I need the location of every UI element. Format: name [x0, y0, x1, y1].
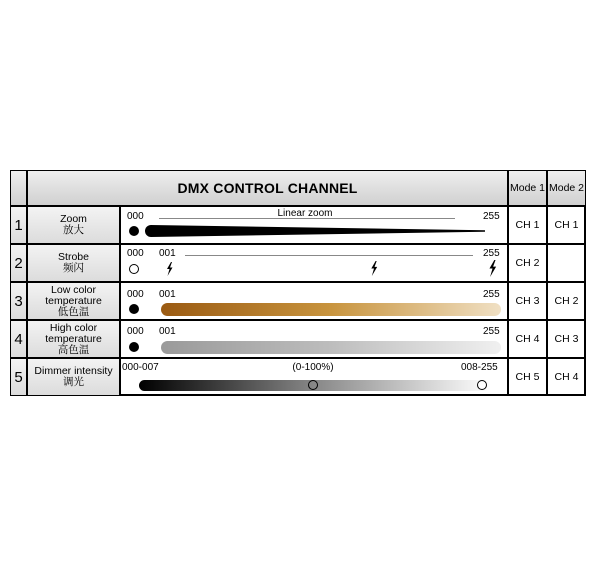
zoom-wedge-icon — [145, 223, 485, 239]
row-number: 3 — [10, 282, 27, 320]
dmx-control-table — [10, 170, 586, 396]
parameter-name-en-line-1: High color — [49, 321, 98, 334]
lightning-icon — [165, 262, 174, 276]
parameter-name — [27, 358, 120, 396]
end-value-label: 255 — [483, 289, 500, 300]
parameter-name-en: Dimmer intensity — [34, 365, 113, 377]
lightning-icon — [487, 260, 498, 277]
mode-1-channel: CH 2 — [508, 244, 547, 282]
mode-2-channel: CH 2 — [547, 282, 586, 320]
mode-1-channel: CH 4 — [508, 320, 547, 358]
open-circle-icon — [308, 380, 318, 390]
row-number: 4 — [10, 320, 27, 358]
table-title: DMX CONTROL CHANNEL — [27, 170, 508, 206]
parameter-name — [27, 320, 120, 358]
open-circle-icon — [477, 380, 487, 390]
row-number: 5 — [10, 358, 27, 396]
dimmer-range-label: (0-100%) — [292, 362, 334, 373]
value-cell — [120, 206, 508, 244]
start-active-label: 001 — [159, 326, 176, 337]
mode-2-channel: CH 1 — [547, 206, 586, 244]
mode-1-channel: CH 3 — [508, 282, 547, 320]
end-value-label: 255 — [483, 326, 500, 337]
parameter-name-zh: 放大 — [63, 224, 84, 236]
start-active-label: 001 — [159, 248, 176, 259]
filled-circle-icon — [129, 226, 139, 236]
start-active-label: 001 — [159, 289, 176, 300]
low-color-temperature-gradient-bar — [161, 303, 501, 316]
parameter-name-en-line-2: temperature — [45, 294, 102, 307]
range-line — [185, 255, 473, 256]
parameter-name-zh: 调光 — [63, 376, 84, 388]
parameter-name — [27, 244, 120, 282]
parameter-name-zh: 低色温 — [57, 305, 90, 318]
mode-description-label: Linear zoom — [277, 208, 333, 219]
parameter-name-en: Strobe — [58, 251, 89, 263]
mode-2-channel — [547, 244, 586, 282]
parameter-name-en-line-2: temperature — [45, 332, 102, 345]
value-cell — [120, 244, 508, 282]
start-value-label: 000 — [127, 326, 144, 337]
value-cell — [120, 282, 508, 320]
start-value-label: 000 — [127, 248, 144, 259]
end-value-label: 255 — [483, 248, 500, 259]
parameter-name-en: Zoom — [60, 213, 87, 225]
mode-1-header: Mode 1 — [508, 170, 547, 206]
filled-circle-icon — [129, 342, 139, 352]
row-number: 2 — [10, 244, 27, 282]
parameter-name-zh: 高色温 — [57, 343, 90, 356]
start-value-label: 000-007 — [122, 362, 159, 373]
header-number-cell — [10, 170, 27, 206]
parameter-name — [27, 206, 120, 244]
filled-circle-icon — [129, 304, 139, 314]
mode-1-channel: CH 1 — [508, 206, 547, 244]
mode-2-channel: CH 4 — [547, 358, 586, 396]
end-value-label: 255 — [483, 211, 500, 222]
parameter-name — [27, 282, 120, 320]
lightning-icon — [369, 261, 379, 276]
mode-2-channel: CH 3 — [547, 320, 586, 358]
start-value-label: 000 — [127, 211, 144, 222]
start-value-label: 000 — [127, 289, 144, 300]
value-cell — [120, 358, 508, 396]
high-color-temperature-gradient-bar — [161, 341, 501, 354]
value-cell — [120, 320, 508, 358]
parameter-name-en-line-1: Low color — [51, 283, 96, 296]
open-circle-icon — [129, 264, 139, 274]
range-line — [159, 218, 455, 219]
mode-1-channel: CH 5 — [508, 358, 547, 396]
mode-2-header: Mode 2 — [547, 170, 586, 206]
parameter-name-zh: 频闪 — [63, 262, 84, 274]
row-number: 1 — [10, 206, 27, 244]
end-value-label: 008-255 — [461, 362, 498, 373]
